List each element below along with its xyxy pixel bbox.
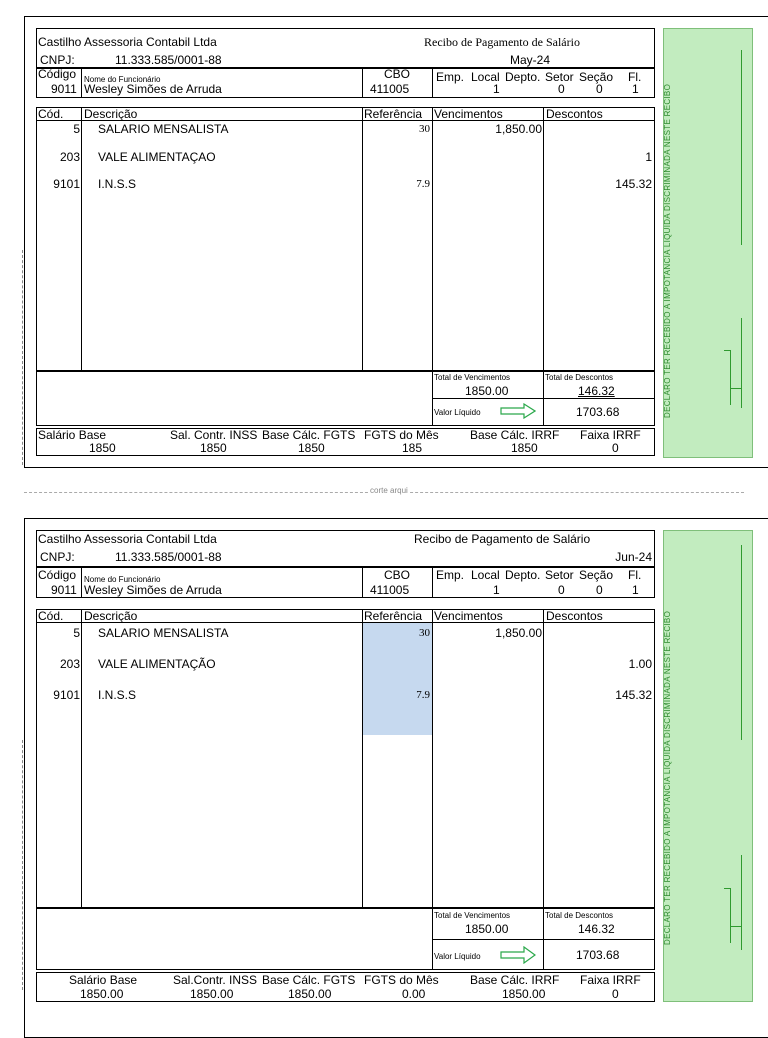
cnpj-label: CNPJ:: [40, 53, 75, 67]
signature-mark: [724, 888, 731, 889]
row-cod: 5: [73, 122, 80, 136]
footer-label: FGTS do Mês: [364, 428, 439, 442]
footer-label: Base Cálc. FGTS: [262, 973, 356, 987]
row-desc: SALARIO MENSALISTA: [98, 122, 229, 136]
local-label: Local: [471, 70, 500, 84]
nome-label: Nome do Funcionário: [84, 75, 161, 84]
depto-label: Depto.: [505, 568, 541, 582]
receipt-title: Recibo de Pagamento de Salário: [424, 35, 580, 49]
depto-label: Depto.: [505, 70, 541, 84]
liquido-label: Valor Líquido: [434, 408, 481, 417]
signature-strip-2: [663, 530, 753, 1002]
liquido-value: 1703.68: [576, 948, 620, 962]
footer-label: Base Cálc. IRRF: [470, 973, 560, 987]
footer-label: Sal. Contr. INSS: [170, 428, 258, 442]
row-cod: 203: [59, 150, 80, 164]
employee-name: Wesley Simões de Arruda: [84, 583, 222, 597]
total-desc-label: Total de Descontos: [545, 373, 614, 382]
codigo-label: Código: [38, 67, 77, 81]
footer-value: 1850: [298, 441, 325, 455]
footer-value: 1850: [200, 441, 227, 455]
fl-value: 1: [632, 82, 639, 96]
row-cod: 9101: [53, 177, 80, 191]
footer-label: Faixa IRRF: [580, 973, 641, 987]
row-desc: VALE ALIMENTAÇÃO: [98, 657, 216, 671]
signature-mark: [730, 888, 731, 943]
footer-label: Salário Base: [38, 428, 107, 442]
fl-value: 1: [632, 583, 639, 597]
row-venc: 1,850.00: [495, 626, 542, 640]
footer-value: 0.00: [402, 987, 426, 1001]
row-ref: 30: [419, 123, 430, 135]
signature-mark: [724, 350, 731, 351]
row-descontos: 1: [645, 150, 652, 164]
cbo-label: CBO: [384, 568, 411, 582]
liquido-value: 1703.68: [576, 405, 620, 419]
total-venc: 1850.00: [465, 922, 509, 936]
footer-value: 0: [612, 987, 619, 1001]
footer-value: 0: [612, 441, 619, 455]
row-descontos: 1.00: [628, 657, 652, 671]
codigo-value: 9011: [51, 82, 77, 96]
items-table-1: [36, 107, 655, 371]
footer-label: Faixa IRRF: [580, 428, 641, 442]
col-referencia: Referência: [364, 609, 423, 623]
footer-value: 1850.00: [502, 987, 546, 1001]
company-name: Castilho Assessoria Contabil Ltda: [38, 532, 217, 546]
row-cod: 203: [59, 657, 80, 671]
footer-value: 1850.00: [288, 987, 332, 1001]
receipt-title: Recibo de Pagamento de Salário: [414, 532, 591, 546]
setor-value: 0: [596, 583, 603, 597]
cut-label: corte arqui: [370, 486, 408, 495]
cbo-label: CBO: [384, 67, 411, 81]
codigo-value: 9011: [51, 583, 77, 597]
row-descontos: 145.32: [615, 688, 652, 702]
cnpj-value: 11.333.585/0001-88: [115, 53, 222, 67]
footer-value: 1850: [89, 441, 116, 455]
codigo-label: Código: [38, 568, 77, 582]
emp-label: Emp.: [436, 70, 465, 84]
signature-mark: [730, 388, 741, 389]
footer-value: 185: [402, 441, 423, 455]
signature-mark: [730, 350, 731, 405]
items-table-2: [36, 609, 655, 908]
secao-label: Seção: [579, 70, 614, 84]
footer-value: 1850.00: [80, 987, 124, 1001]
col-vencimentos: Vencimentos: [434, 107, 503, 121]
cnpj-value: 11.333.585/0001-88: [115, 550, 222, 564]
setor-label: Setor: [545, 568, 574, 582]
row-venc: 1,850.00: [495, 122, 542, 136]
setor-label: Setor: [545, 70, 574, 84]
col-vencimentos: Vencimentos: [434, 609, 503, 623]
cbo-value: 411005: [370, 82, 410, 96]
row-ref: 7.9: [416, 178, 430, 190]
total-venc-label: Total de Vencimentos: [434, 911, 511, 920]
row-desc: SALARIO MENSALISTA: [98, 626, 229, 640]
row-desc: VALE ALIMENTAÇAO: [98, 150, 216, 164]
arrow-right-icon: [500, 946, 536, 964]
footer-label: FGTS do Mês: [364, 973, 439, 987]
row-desc: I.N.S.S: [98, 688, 137, 702]
footer-label: Sal.Contr. INSS: [173, 973, 258, 987]
row-ref: 7.9: [416, 689, 430, 701]
signature-mark: [730, 926, 741, 927]
arrow-right-icon: [500, 403, 536, 419]
total-venc: 1850.00: [465, 384, 509, 398]
footer-value: 1850.00: [190, 987, 234, 1001]
col-descricao: Descrição: [84, 609, 138, 623]
declaration-text: DECLARO TER RECEBIDO A IMPOTANCIA LIQUIDA DISCRIMINADA NESTE RECIBO: [663, 83, 672, 418]
liquido-label: Valor Líquido: [434, 952, 481, 961]
col-cod: Cód.: [38, 609, 64, 623]
row-cod: 5: [73, 626, 80, 640]
signature-line: [741, 318, 742, 408]
total-desc-label: Total de Descontos: [545, 911, 614, 920]
signature-strip-1: [663, 28, 753, 458]
declaration-text: DECLARO TER RECEBIDO A IMPOTANCIA LIQUIDA DISCRIMINADA NESTE RECIBO: [663, 610, 672, 945]
total-desc: 146.32: [578, 922, 615, 936]
emp-label: Emp.: [436, 568, 465, 582]
total-desc: 146.32: [578, 384, 615, 398]
row-desc: I.N.S.S: [98, 177, 137, 191]
total-venc-label: Total de Vencimentos: [434, 373, 511, 382]
footer-label: Salário Base: [69, 973, 138, 987]
company-name: Castilho Assessoria Contabil Ltda: [38, 35, 217, 49]
col-cod: Cód.: [38, 107, 64, 121]
row-ref: 30: [419, 627, 430, 639]
nome-label: Nome do Funcionário: [84, 575, 161, 584]
fl-label: Fl.: [628, 568, 642, 582]
local-value: 1: [493, 82, 500, 96]
depto-value: 0: [558, 82, 565, 96]
fl-label: Fl.: [628, 70, 642, 84]
row-cod: 9101: [53, 688, 80, 702]
signature-line: [741, 545, 742, 740]
col-descontos: Descontos: [546, 609, 603, 623]
col-referencia: Referência: [364, 107, 423, 121]
footer-value: 1850: [511, 441, 538, 455]
secao-label: Seção: [579, 568, 614, 582]
employee-name: Wesley Simões de Arruda: [84, 82, 222, 96]
footer-label: Base Cálc. IRRF: [470, 428, 560, 442]
period: Jun-24: [615, 550, 652, 564]
signature-line: [741, 855, 742, 950]
signature-line: [741, 50, 742, 245]
local-value: 1: [493, 583, 500, 597]
cnpj-label: CNPJ:: [40, 550, 75, 564]
period: May-24: [510, 53, 551, 67]
setor-value: 0: [596, 82, 603, 96]
local-label: Local: [471, 568, 500, 582]
row-descontos: 145.32: [615, 177, 652, 191]
footer-label: Base Cálc. FGTS: [262, 428, 356, 442]
cbo-value: 411005: [370, 583, 410, 597]
col-descricao: Descrição: [84, 107, 138, 121]
depto-value: 0: [558, 583, 565, 597]
col-descontos: Descontos: [546, 107, 603, 121]
